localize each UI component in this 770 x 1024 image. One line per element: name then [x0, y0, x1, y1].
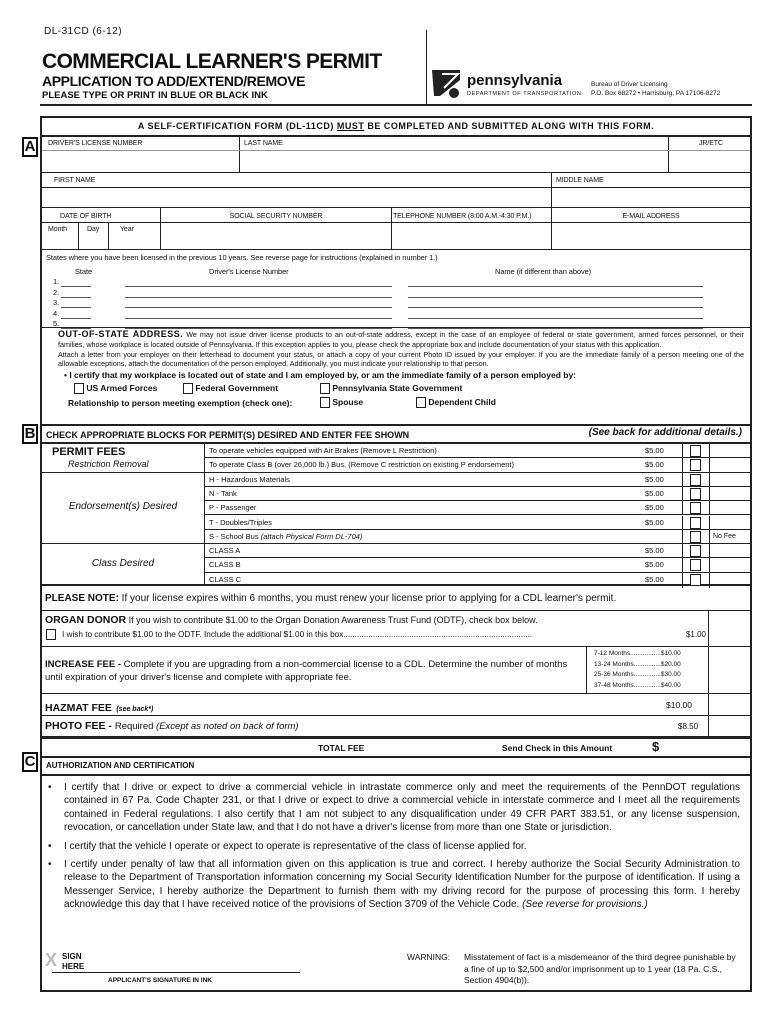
months-range: 25-36 Months............... — [594, 671, 661, 678]
dob-year-field[interactable] — [108, 223, 160, 249]
fee-checkbox[interactable] — [690, 531, 701, 543]
fee-checkbox[interactable] — [690, 517, 701, 529]
opt-label: Dependent Child — [428, 397, 496, 408]
dollar-sign: $ — [652, 739, 660, 754]
relationship-options — [58, 396, 744, 409]
organ-donor-amount-field[interactable] — [708, 611, 750, 646]
oos-text2: Attach a letter from your employer on their letterhead to document your status, or attach a copy of your current Photo ID issued by your employer. If you are the immediate family of a person meeting one of the allowable exceptions, attach the documentation of the person employed. Additionally, you must indicate your relationship to that person. — [58, 349, 744, 369]
section-b-header — [40, 424, 752, 444]
fee-checkbox-cell — [682, 458, 710, 472]
hazmat-price: $10.00 — [666, 700, 692, 710]
dl-col-label: Driver's License Number — [209, 267, 289, 276]
class-group — [42, 544, 205, 586]
dl-number-field[interactable] — [42, 151, 238, 172]
total-amount-field[interactable] — [668, 739, 748, 756]
section-b-title: CHECK APPROPRIATE BLOCKS FOR PERMIT(S) DESIRED AND ENTER FEE SHOWN — [46, 430, 410, 440]
photo-fee-required: Required — [114, 721, 157, 732]
endorsement-label: Endorsement(s) Desired — [68, 500, 178, 512]
agency-dept: DEPARTMENT OF TRANSPORTATION — [467, 91, 582, 97]
cert-text-3: I certify under penalty of law that all information given on this application is true and correct. I hereby authorize the Social Security Administration to release to the Department of Transportation information concerning my Social Security Identification Number for the purpose of identification. If using a Messenger Service, I hereby authorize the Department to furnish them with my driving record for the purpose of processing this form. I hereby acknowledge this day that I have received notice of the provisions of Section 3709 of the Vehicle Code. — [64, 859, 740, 911]
photo-fee-note: (Except as noted on back of form) — [156, 721, 299, 732]
hazmat-row — [40, 694, 752, 716]
first-name-field[interactable] — [42, 187, 550, 207]
fee-desc: CLASS A — [209, 546, 241, 556]
header-rule — [40, 104, 752, 106]
photo-fee-label: PHOTO FEE - — [45, 720, 115, 732]
fee-checkbox-cell — [682, 558, 710, 572]
fee-checkbox-cell — [682, 544, 710, 558]
section-b-note: (See back for additional details.) — [588, 427, 742, 438]
form-title: COMMERCIAL LEARNER'S PERMIT — [42, 50, 382, 73]
line-number: 2. — [53, 287, 60, 297]
no-fee-label: No Fee — [713, 532, 736, 540]
hazmat-amount-field[interactable] — [708, 694, 750, 715]
bureau-name: Bureau of Driver Licensing — [591, 81, 668, 88]
total-fee-row — [40, 737, 752, 758]
last-name-label: LAST NAME — [244, 140, 283, 147]
dob-day-field[interactable] — [78, 223, 108, 249]
line-number: 1. — [53, 277, 60, 286]
cert-text-3-note: (See reverse for provisions.) — [522, 899, 648, 911]
fee-row — [205, 487, 750, 501]
opt-spouse[interactable] — [320, 397, 416, 408]
fee-checkbox-cell — [682, 530, 710, 544]
fee-price: $5.00 — [645, 460, 664, 470]
warning-label: WARNING: — [407, 952, 451, 962]
fee-desc: To operate Class B (over 26,000 lb.) Bus. (Remove C restriction on existing P endorsement) — [209, 460, 515, 470]
organ-donor-price: $1.00 — [685, 630, 706, 639]
banner-must: MUST — [336, 121, 365, 131]
photo-fee-row — [40, 716, 752, 737]
fee-row — [205, 530, 750, 544]
months-range: 7-12 Months................. — [594, 650, 661, 657]
fee-row — [205, 458, 750, 472]
fee-price: $5.00 — [645, 517, 664, 527]
fee-price: $5.00 — [645, 488, 664, 498]
fee-checkbox[interactable] — [690, 445, 701, 457]
section-c-title: AUTHORIZATION AND CERTIFICATION — [46, 761, 195, 770]
dl-number-label: DRIVER'S LICENSE NUMBER — [48, 140, 143, 147]
line-number: 3. — [53, 298, 60, 307]
fee-checkbox-cell — [682, 501, 710, 515]
first-name-row — [40, 173, 752, 208]
opt-label: Spouse — [332, 397, 364, 408]
sign-label: SIGN — [62, 952, 82, 961]
fee-row — [205, 558, 750, 572]
permit-fees-table — [40, 443, 752, 586]
fee-checkbox[interactable] — [690, 474, 701, 486]
total-fee-label: TOTAL FEE — [318, 743, 365, 753]
phone-label: TELEPHONE NUMBER (8:00 A.M.-4:30 P.M.) — [393, 213, 532, 220]
sign-here — [62, 952, 84, 972]
fee-desc: P - Passenger — [209, 503, 257, 513]
fee-checkbox[interactable] — [690, 559, 701, 571]
fee-desc: T - Doubles/Triples — [209, 517, 272, 527]
section-c-marker: C — [22, 752, 38, 772]
line-number: 4. — [53, 308, 60, 318]
email-label: E-MAIL ADDRESS — [622, 213, 680, 220]
certification-section — [40, 776, 752, 992]
out-of-state-section — [40, 328, 752, 425]
email-field[interactable] — [551, 208, 750, 249]
oos-text: We may not issue driver license products to an out-of-state address, except in the case of an employee of federal or state government, armed forces personnel, or their families, whose workplace is located outside of Pennsylvania. If this exception applies to you, please check the appropriate box and include documentation of your status with this application. — [58, 330, 744, 349]
last-name-field[interactable] — [239, 137, 665, 172]
opt-federal[interactable] — [183, 383, 320, 394]
middle-name-field[interactable] — [551, 173, 750, 207]
fee-checkbox[interactable] — [690, 502, 701, 514]
fee-checkbox[interactable] — [690, 488, 701, 500]
fee-row — [205, 501, 750, 515]
send-check-label: Send Check in this Amount — [502, 743, 613, 753]
organ-donor-check-label: I wish to contribute $1.00 to the ODTF. Include the additional $1.00 in this box................................................................................... — [62, 630, 533, 639]
keystone-logo-icon — [430, 66, 464, 100]
checkbox[interactable] — [46, 629, 56, 640]
here-label: HERE — [62, 962, 85, 971]
states-section — [40, 250, 752, 328]
states-intro: States where you have been licensed in the previous 10 years. See reverse page for instructions (explained in number 1.) — [46, 253, 438, 262]
checkbox[interactable] — [183, 383, 193, 394]
fee-desc: CLASS C — [209, 574, 242, 584]
section-c-header — [40, 758, 752, 776]
months-price: $10.00 — [660, 650, 681, 657]
photo-fee-amount-field[interactable] — [708, 716, 750, 736]
fee-row — [205, 473, 750, 487]
line-number: 5. — [53, 319, 60, 328]
months-price: $40.00 — [660, 681, 681, 689]
fee-desc: S - School Bus (attach Physical Form DL-704) — [209, 531, 363, 541]
checkbox[interactable] — [74, 383, 84, 394]
organ-donor-text: If you wish to contribute $1.00 to the Organ Donation Awareness Trust Fund (ODTF), check box below. — [126, 615, 538, 625]
dob-row — [40, 208, 752, 250]
first-name-label: FIRST NAME — [54, 177, 96, 184]
signature-line[interactable] — [52, 972, 300, 973]
please-note-text: If your license expires within 6 months, you must renew your license prior to applying for a CDL learner's permit. — [118, 593, 617, 604]
months-price: $20.00 — [660, 660, 681, 668]
oos-title: OUT-OF-STATE ADDRESS. — [58, 329, 184, 339]
oos-paragraph — [58, 330, 744, 369]
dob-month-label: Month — [48, 226, 67, 233]
endorsement-group — [42, 473, 205, 545]
warning-text: Misstatement of fact is a misdemeanor of the third degree punishable by a fine of up to $2,500 and/or imprisonment up to 1 year (18 Pa. C.S., Section 4904(b)). — [464, 952, 736, 985]
dob-year-label: Year — [120, 226, 134, 233]
section-a-marker: A — [22, 137, 38, 157]
fee-checkbox-cell — [682, 516, 710, 530]
opt-pa-state[interactable] — [320, 383, 462, 394]
class-label: Class Desired — [91, 558, 155, 569]
checkbox[interactable] — [320, 397, 330, 408]
fee-checkbox[interactable] — [690, 574, 701, 586]
fee-desc: CLASS B — [209, 560, 241, 570]
warning — [407, 952, 737, 985]
phone-field[interactable] — [391, 208, 551, 249]
fee-price: $5.00 — [645, 503, 664, 513]
opt-label: Pennsylvania State Government — [332, 383, 463, 394]
increase-fee-text: Complete if you are upgrading from a non-commercial license to a CDL. Determine the number of months until expiration of your driver's license and complete with appropriate fee. — [45, 659, 568, 683]
fee-row — [205, 573, 750, 587]
months-price: $30.00 — [660, 671, 681, 678]
employer-options — [58, 382, 744, 395]
fee-checkbox-cell — [682, 473, 710, 487]
jr-label: JR/ETC — [699, 140, 723, 147]
header-divider — [426, 30, 427, 105]
organ-donor-row — [40, 611, 752, 647]
fee-checkbox[interactable] — [690, 545, 701, 557]
self-cert-banner — [40, 116, 752, 137]
signature-label: APPLICANT'S SIGNATURE IN INK — [108, 977, 212, 984]
relationship-label: Relationship to person meeting exemption (check one): — [68, 397, 293, 408]
bureau-address: P.O. Box 68272 • Harrisburg, PA 17106-8272 — [591, 90, 721, 97]
restriction-group — [42, 444, 205, 473]
cert-paragraph-1: • I certify that I drive or expect to drive a commercial vehicle in intrastate commerce only and meet the requirements of the PennDOT regulations contained in 67 Pa. Code Chapter 231, or that I drive or expect to drive a commercial vehicle in interstate commerce and I meet all the requirements contained in Federal regulations. I also certify that I am not subject to any disqualification under 49 CFR PART 383.51, or any license suspension, revocation, or cancellation under State law, and that I do not have a driver's license from more than one State or jurisdiction. — [42, 781, 740, 835]
fee-row — [205, 444, 750, 458]
months-range: 37-48 Months............... — [594, 681, 661, 689]
please-note-label: PLEASE NOTE: — [45, 593, 119, 604]
name-col-label: Name (if different than above) — [495, 267, 592, 276]
form-subtitle: APPLICATION TO ADD/EXTEND/REMOVE — [42, 73, 306, 89]
opt-armed-forces[interactable] — [74, 383, 183, 394]
opt-label: US Armed Forces — [86, 383, 158, 394]
ssn-field[interactable] — [160, 208, 391, 249]
fee-price: $5.00 — [645, 446, 664, 455]
organ-donor-option[interactable] — [46, 629, 706, 640]
hazmat-note: (see back*) — [116, 706, 154, 713]
fee-checkbox-cell — [682, 444, 710, 458]
section-b-marker: B — [22, 424, 38, 444]
months-range: 13-24 Months............... — [594, 660, 661, 668]
cert-paragraph-2: • I certify that the vehicle I operate or expect to operate is representative of the class of license applied for. — [42, 840, 740, 853]
agency-logo-text: pennsylvania — [467, 72, 563, 89]
restriction-label: Restriction Removal — [68, 459, 149, 469]
fee-price: $5.00 — [645, 560, 664, 570]
fee-checkbox-cell — [682, 487, 710, 501]
sign-x-icon: X — [45, 950, 58, 970]
states-lines — [53, 277, 703, 330]
checkbox[interactable] — [320, 383, 330, 394]
banner-text: A SELF-CERTIFICATION FORM (DL-11CD) — [137, 121, 337, 131]
state-col-label: State — [75, 267, 93, 276]
months-table — [586, 647, 708, 693]
fee-checkbox[interactable] — [690, 459, 701, 471]
dob-label: DATE OF BIRTH — [60, 213, 112, 220]
fee-desc: H - Hazardous Materials — [209, 474, 290, 484]
dob-day-label: Day — [87, 226, 100, 233]
ink-instruction: PLEASE TYPE OR PRINT IN BLUE OR BLACK INK — [42, 90, 268, 101]
middle-name-label: MIDDLE NAME — [556, 177, 604, 184]
fee-price: $5.00 — [645, 474, 664, 484]
name-row — [40, 137, 752, 173]
fee-desc: N - Tank — [209, 488, 237, 498]
banner-text-end: BE COMPLETED AND SUBMITTED ALONG WITH THIS FORM. — [364, 121, 655, 131]
increase-fee-row — [40, 647, 752, 694]
checkbox[interactable] — [416, 397, 426, 408]
fee-desc: To operate vehicles equipped with Air Brakes (Remove L Restriction) — [209, 446, 437, 455]
opt-label: Federal Government — [195, 383, 279, 394]
please-note-row — [40, 586, 752, 611]
fee-row — [205, 544, 750, 558]
fee-row — [205, 516, 750, 530]
increase-fee-amount-field[interactable] — [708, 647, 750, 693]
opt-dependent-child[interactable] — [416, 397, 496, 408]
fee-price: $5.00 — [645, 574, 664, 584]
jr-field[interactable] — [668, 137, 750, 172]
oos-certify: • I certify that my workplace is located out of state and I am employed by, or am the immediate family of a person employed by: — [64, 370, 577, 381]
fee-price: $5.00 — [645, 546, 664, 556]
ssn-label: SOCIAL SECURITY NUMBER — [229, 213, 323, 220]
permit-fees-label: PERMIT FEES — [52, 446, 126, 458]
cert-paragraph-3 — [42, 858, 740, 912]
hazmat-label: HAZMAT FEE — [45, 702, 112, 714]
photo-fee-price: $8.50 — [678, 722, 699, 731]
increase-fee-label: INCREASE FEE - — [45, 659, 124, 670]
organ-donor-label: ORGAN DONOR — [45, 614, 127, 626]
form-number: DL-31CD (6-12) — [44, 26, 123, 37]
